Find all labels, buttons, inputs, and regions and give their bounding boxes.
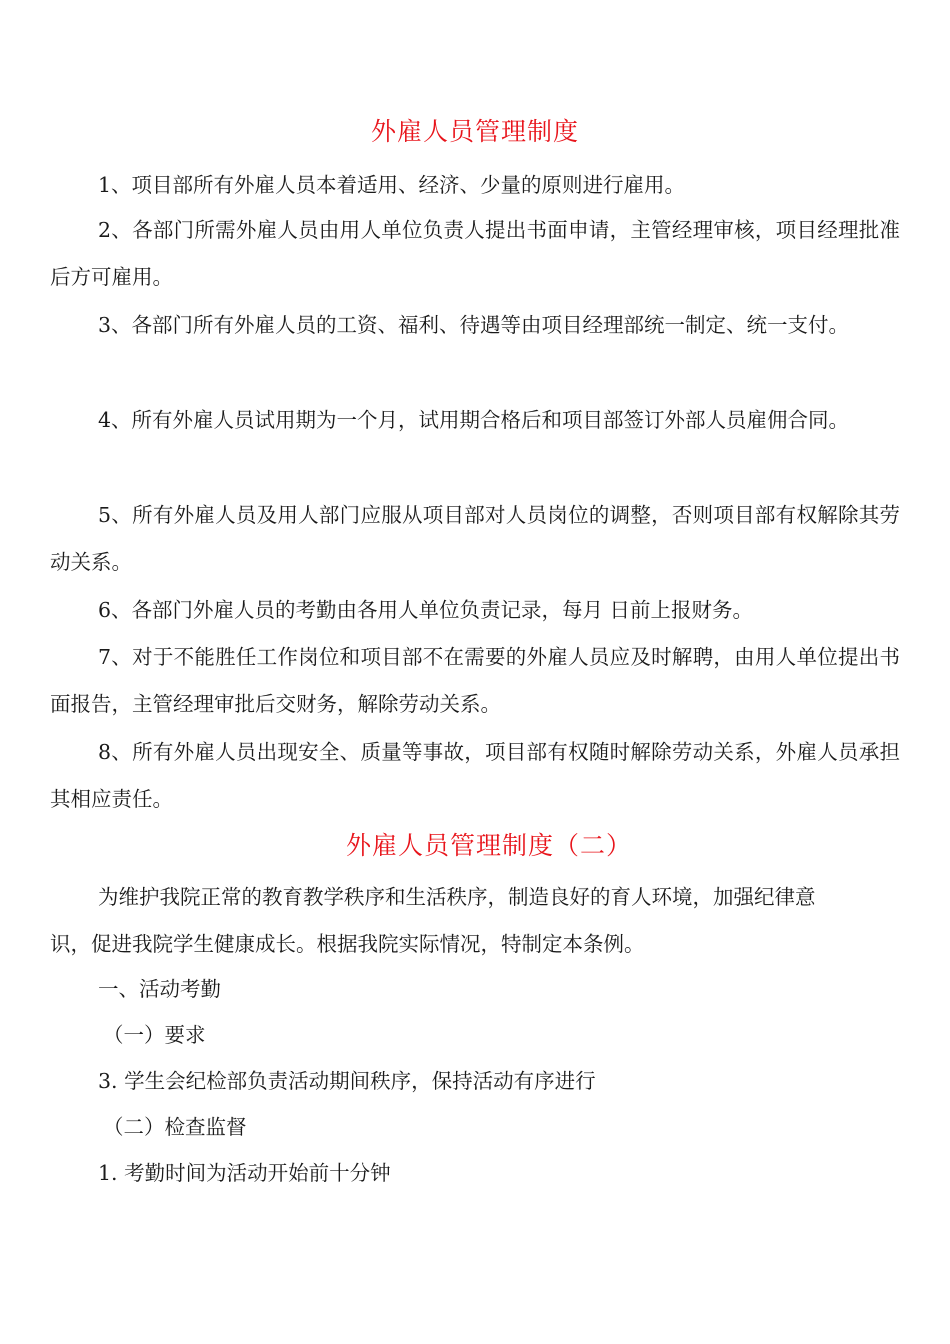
document-title: 外雇人员管理制度 [370,117,579,146]
rule-item-5: 5、所有外雇人员及用人部门应服从项目部对人员岗位的调整，否则项目部有权解除其劳动关系。 [50,503,900,574]
rule-item-3: 3、各部门所有外雇人员的工资、福利、待遇等由项目经理部统一制定、统一支付。 [98,313,850,337]
list-item: 3. 学生会纪检部负责活动期间秩序，保持活动有序进行 [98,1069,596,1093]
rule-item-6: 6、各部门外雇人员的考勤由各用人单位负责记录，每月 日前上报财务。 [98,598,754,622]
rule-item-4: 4、所有外雇人员试用期为一个月，试用期合格后和项目部签订外部人员雇佣合同。 [98,408,850,432]
section-title-2: 外雇人员管理制度（二） [345,831,632,860]
rule-item-2: 2、各部门所需外雇人员由用人单位负责人提出书面申请，主管经理审核，项目经理批准后方可雇用。 [50,218,900,289]
list-item: 1. 考勤时间为活动开始前十分钟 [98,1161,391,1185]
rule-item-1: 1、项目部所有外雇人员本着适用、经济、少量的原则进行雇用。 [98,173,686,197]
rule-item-8: 8、所有外雇人员出现安全、质量等事故，项目部有权随时解除劳动关系，外雇人员承担其相应责任。 [50,740,900,811]
intro-paragraph: 为维护我院正常的教育教学秩序和生活秩序，制造良好的育人环境，加强纪律意识，促进我院学生健康成长。根据我院实际情况，特制定本条例。 [50,885,816,956]
subsection-heading-inspection: （二）检查监督 [103,1115,247,1139]
section-heading: 一、活动考勤 [98,977,221,1001]
rule-item-7: 7、对于不能胜任工作岗位和项目部不在需要的外雇人员应及时解聘，由用人单位提出书面报告，主管经理审批后交财务，解除劳动关系。 [50,645,900,716]
subsection-heading-requirements: （一）要求 [103,1023,206,1047]
